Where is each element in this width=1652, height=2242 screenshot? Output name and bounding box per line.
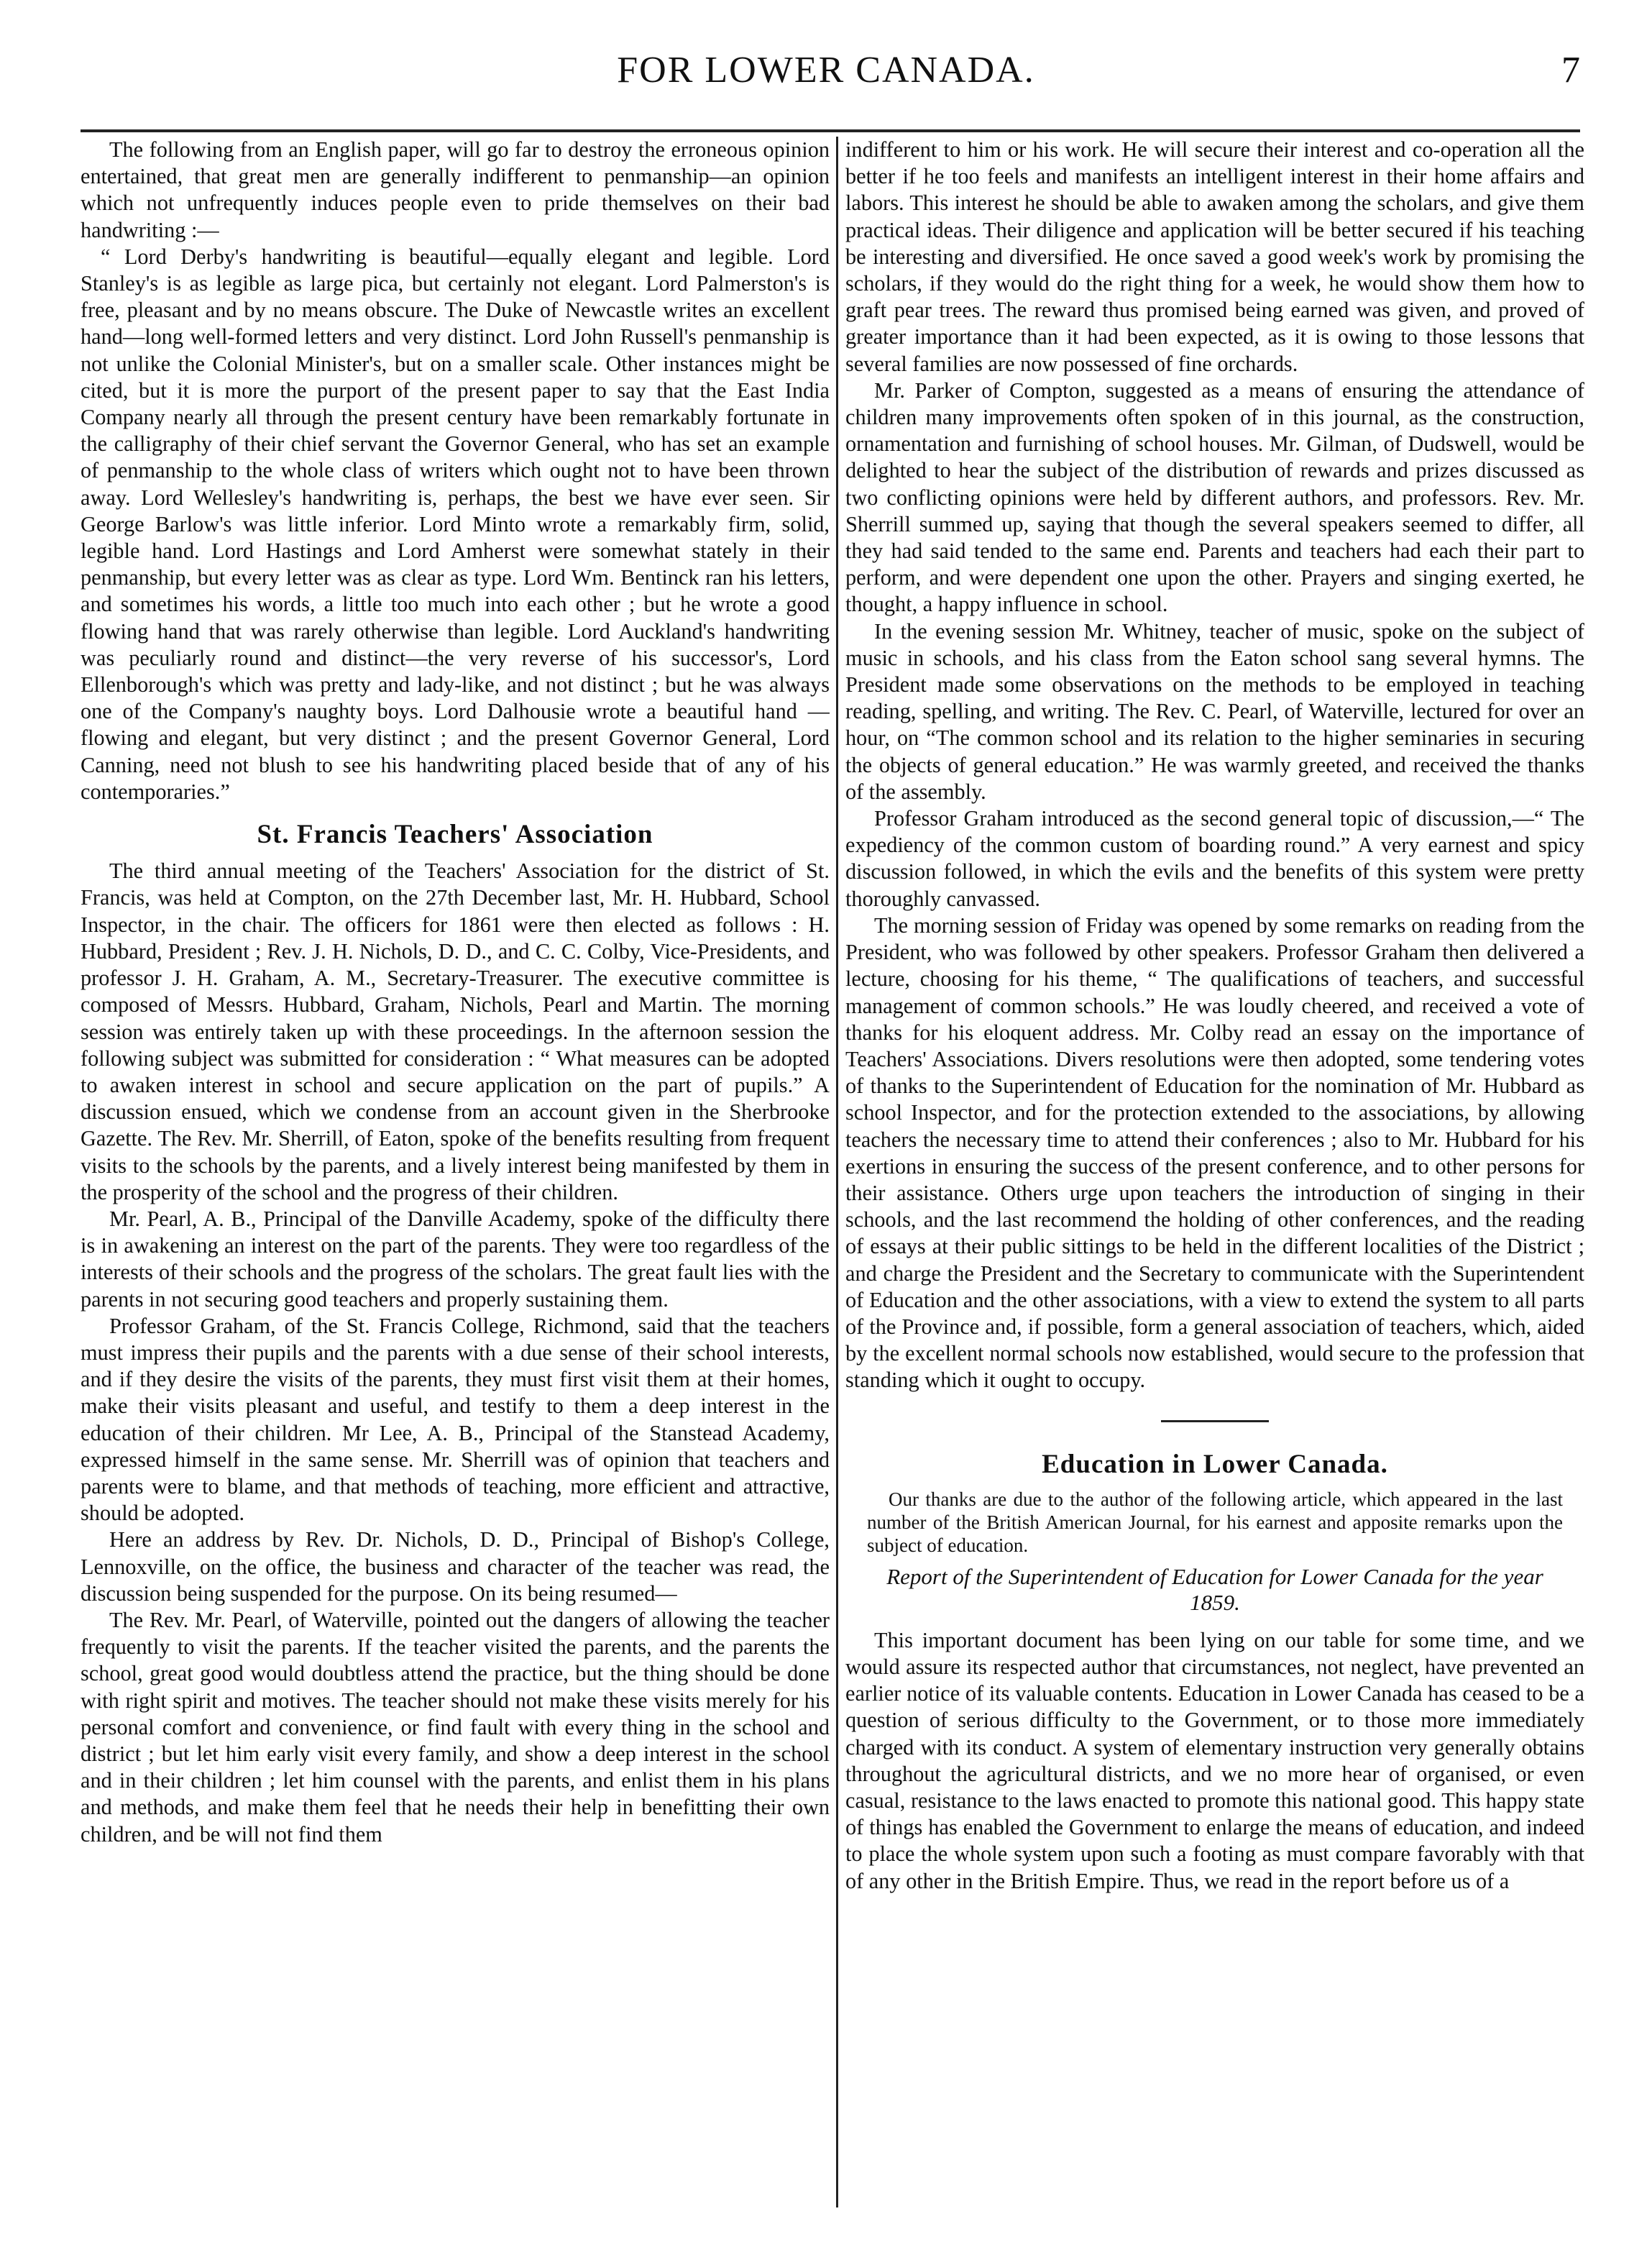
article-paragraph: Mr. Pearl, A. B., Principal of the Danville Academy, spoke of the difficulty there is in awakening an interest on the part of the parents. They were too regardless of the interests of their schools and the progress of the scholars. The great fault lies with the parents in not securing good teachers and properly sustaining them. <box>81 1206 830 1312</box>
right-column <box>845 137 1584 2222</box>
article-paragraph: The Rev. Mr. Pearl, of Waterville, pointed out the dangers of allowing the teacher frequently to visit the parents. If the teacher visited the parents, and the parents the school, great good would doubtless attend the practice, but the thing should be done with right spirit and motives. The teacher should not make these visits merely for his personal comfort and convenience, or find fault with every thing in the school and district ; but let him early visit every family, and show a deep interest in the school and in their children ; let him counsel with the parents, and enlist them in his plans and methods, and make them feel that he needs their help in benefitting their own children, and be will not find them <box>81 1607 830 1847</box>
left-column <box>81 137 830 2222</box>
article-paragraph: Here an address by Rev. Dr. Nichols, D. D., Principal of Bishop's College, Lennoxville, on the office, the business and character of the teacher was read, the discussion being suspended for the purpose. On its being resumed— <box>81 1527 830 1606</box>
header-rule <box>81 129 1580 132</box>
report-title: Report of the Superintendent of Education for Lower Canada for the year 1859. <box>886 1563 1543 1615</box>
section-divider <box>1161 1420 1269 1422</box>
article-paragraph: Mr. Parker of Compton, suggested as a means of ensuring the attendance of children many improvements often spoken of in this journal, as the construction, ornamentation and furnishing of school houses. Mr. Gilman, of Dudswell, would be delighted to hear the subject of the distribution of rewards and prizes discussed as two conflicting opinions were held by different authors, and professors. Rev. Mr. Sherrill summed up, saying that though the several speakers seemed to differ, all they had said tended to the same end. Parents and teachers had each their part to perform, and were dependent one upon the other. Prayers and singing exerted, he thought, a happy influence in school. <box>845 378 1584 617</box>
article-paragraph: indifferent to him or his work. He will secure their interest and co-operation all the better if he too feels and manifests an intelligent interest in their home affairs and labors. This interest he should be able to awaken among the scholars, and give them practical ideas. Their diligence and application will be better secured if his teaching be interesting and diversified. He once saved a good week's work by promising the scholars, if they would do the right thing for a week, he would show them how to graft pear trees. The reward thus promised being earned was given, and proved of greater importance than it had been expected, as it is owing to those lessons that several families are now possessed of fine orchards. <box>845 137 1584 376</box>
editor-note: Our thanks are due to the author of the following article, which appeared in the last number of the British American Journal, for his earnest and apposite remarks upon the subject of education. <box>867 1488 1563 1556</box>
article-paragraph: The third annual meeting of the Teachers' Association for the district of St. Francis, was held at Compton, on the 27th December last, Mr. H. Hubbard, School Inspector, in the chair. The officers for 1861 were then elected as follows : H. Hubbard, President ; Rev. J. H. Nichols, D. D., and C. C. Colby, Vice-Presidents, and professor J. H. Graham, A. M., Secretary-Treasurer. The executive committee is composed of Messrs. Hubbard, Graham, Nichols, Pearl and Martin. The morning session was entirely taken up with these proceedings. In the afternoon session the following subject was submitted for consideration : “ What measures can be adopted to awaken interest in school and secure application on the part of pupils.” A discussion ensued, which we condense from an account given in the Sherbrooke Gazette. The Rev. Mr. Sherrill, of Eaton, spoke of the benefits resulting from frequent visits to the schools by the parents, and a lively interest being manifested by them in the prosperity of the school and the progress of their children. <box>81 859 830 1204</box>
section-title-education: Education in Lower Canada. <box>1042 1449 1388 1479</box>
article-paragraph: Professor Graham, of the St. Francis College, Richmond, said that the teachers must impress their pupils and the parents with a due sense of their school interests, and if they desire the visits of the parents, they must first visit them at their homes, make their visits pleasant and useful, and testify to them a deep interest in the education of their children. Mr Lee, A. B., Principal of the Stanstead Academy, expressed himself in the same sense. Mr. Sherrill was of opinion that teachers and parents were to blame, and that methods of teaching, more efficient and attractive, should be adopted. <box>81 1313 830 1526</box>
running-head: FOR LOWER CANADA. <box>617 50 1035 91</box>
article-paragraph: This important document has been lying on our table for some time, and we would assure its respected author that circumstances, not neglect, have prevented an earlier notice of its valuable contents. Education in Lower Canada has ceased to be a question of serious difficulty to the Government, or to those more immediately charged with its conduct. A system of elementary instruction very generally obtains throughout the agricultural districts, and we no more hear of organised, or even casual, resistance to the laws enacted to promote this national good. This happy state of things has enabled the Government to enlarge the means of education, and indeed to place the whole system upon such a footing as must compare favorably with that of any other in the British Empire. Thus, we read in the report before us of a <box>845 1627 1584 1893</box>
page-header <box>0 43 1652 101</box>
section-title-st-francis: St. Francis Teachers' Association <box>257 820 653 850</box>
article-paragraph: In the evening session Mr. Whitney, teacher of music, spoke on the subject of music in schools, and his class from the Eaton school sang several hymns. The President made some observations on the methods to be employed in teaching reading, spelling, and writing. The Rev. C. Pearl, of Waterville, lectured for over an hour, on “The common school and its relation to the higher seminaries in securing the objects of general education.” He was warmly greeted, and received the thanks of the assembly. <box>845 618 1584 804</box>
column-divider <box>836 137 838 2207</box>
handwriting-quote: “ Lord Derby's handwriting is beautiful—equally elegant and legible. Lord Stanley's is as legible as large pica, but certainly not elegant. Lord Palmerston's is free, pleasant and by no means obscure. The Duke of Newcastle writes an excellent hand—long well-formed letters and very distinct. Lord John Russell's penmanship is not unlike the Colonial Minister's, but on a smaller scale. Other instances might be cited, but it is more the purport of the present paper to say that the East India Company nearly all through the present century have been remarkably fortunate in the calligraphy of their chief servant the Governor General, who has set an example of penmanship to the whole class of writers which ought not to have been thrown away. Lord Wellesley's handwriting is, perhaps, the best we have ever seen. Sir George Barlow's was little inferior. Lord Minto wrote a remarkably firm, solid, legible hand. Lord Hastings and Lord Amherst were somewhat stately in their penmanship, but every letter was as clear as type. Lord Wm. Bentinck ran his letters, and sometimes his words, a little too much into each other ; but he wrote a good flowing hand that was rarely otherwise than legible. Lord Auckland's handwriting was peculiarly round and distinct—the very reverse of his successor's, Lord Ellenborough's which was pretty and lady-like, and not distinct ; but he was always one of the Company's naughty boys. Lord Dalhousie wrote a beautiful hand —flowing and elegant, but very distinct ; and the present Governor General, Lord Canning, need not blush to see his handwriting placed beside that of any of his contemporaries.” <box>81 244 830 804</box>
intro-paragraph: The following from an English paper, will go far to destroy the erroneous opinion entertained, that great men are generally indifferent to penmanship—an opinion which not unfrequently induces people even to pride themselves on their bad handwriting :— <box>81 137 830 242</box>
page-number: 7 <box>1561 50 1580 91</box>
article-paragraph: The morning session of Friday was opened by some remarks on reading from the President, who was followed by other speakers. Professor Graham then delivered a lecture, choosing for his theme, “ The qualifications of teachers, and successful management of common schools.” He was loudly cheered, and received a vote of thanks for his eloquent address. Mr. Colby read an essay on the importance of Teachers' Associations. Divers resolutions were then adopted, some tendering votes of thanks to the Superintendent of Education for the nomination of Mr. Hubbard as school Inspector, and for the protection extended to the associations, by allowing teachers the necessary time to attend their conferences ; also to Mr. Hubbard for his exertions in ensuring the success of the present conference, and to other persons for their assistance. Others urge upon teachers the introduction of singing in their schools, and the last recommend the holding of other conferences, and the reading of essays at their public sittings to be held in the different localities of the District ; and charge the President and the Secretary to communicate with the Superintendent of Education and the other associations, with a view to extend the system to all parts of the Province and, if possible, form a general association of teachers, which, aided by the excellent normal schools now established, would secure to the profession that standing which it ought to occupy. <box>845 912 1584 1393</box>
article-paragraph: Professor Graham introduced as the second general topic of discussion,—“ The expediency of the common custom of boarding round.” A very earnest and spicy discussion followed, in which the evils and the benefits of this system were pretty thoroughly canvassed. <box>845 806 1584 911</box>
